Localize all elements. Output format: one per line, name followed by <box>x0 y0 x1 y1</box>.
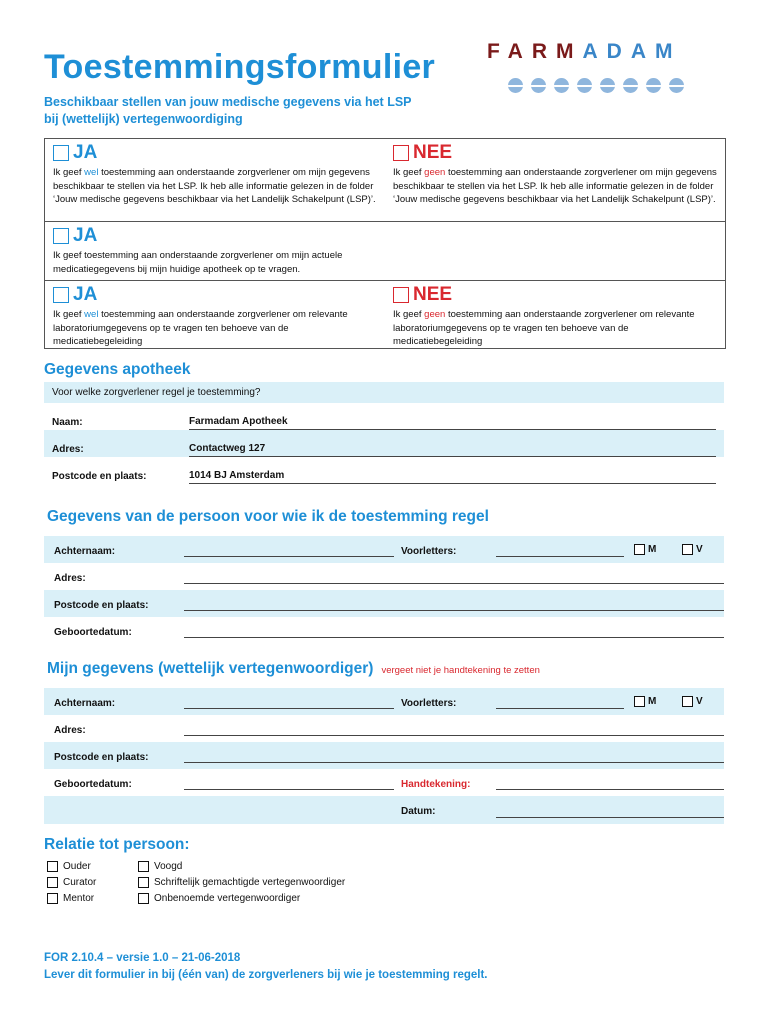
page-title: Toestemmingsformulier <box>44 48 436 86</box>
apotheek-title: Gegevens apotheek <box>44 361 191 378</box>
apotheek-block: Voor welke zorgverlener regel je toestemming? Naam: Farmadam Apotheek Adres: Contactweg 127 Postcode en plaats: 1014 BJ Amsterdam <box>44 382 724 484</box>
nee-checkbox[interactable] <box>393 145 409 161</box>
vert-achternaam-input[interactable] <box>184 708 394 709</box>
persoon-v-checkbox[interactable]: V <box>682 544 703 555</box>
vert-postcode-input[interactable] <box>184 762 724 763</box>
consent-lab-ja: JA Ik geef wel toestemming aan onderstaande zorgverlener om relevante laboratoriumgegevens op te vragen ten behoeve van de medicatiebegeleiding <box>53 284 348 347</box>
adres-field[interactable]: Contactweg 127 <box>189 443 716 457</box>
vertegenwoordiger-form: Achternaam: Voorletters: M V Adres: Postcode en plaats: Geboortedatum: Handtekening: Datum: <box>44 688 724 824</box>
consent-lsp-nee: NEE Ik geef geen toestemming aan onderstaande zorgverlener om mijn gegevens beschikbaar te stellen via het LSP. Ik heb alle informatie gelezen in de folder ‘Jouw medische gegevens beschikbaar via het Landelijk Schakelpunt (LSP)’. <box>393 142 717 205</box>
nee-checkbox[interactable] <box>393 287 409 303</box>
relatie-option[interactable]: Schriftelijk gemachtigde vertegenwoordiger <box>138 874 345 890</box>
persoon-title: Gegevens van de persoon voor wie ik de toestemming regel <box>47 508 489 525</box>
relatie-option[interactable]: Mentor <box>47 890 96 906</box>
consent-lab-nee: NEE Ik geef geen toestemming aan onderstaande zorgverlener om relevante laboratoriumgegevens op te vragen ten behoeve van de medicatiebegeleiding <box>393 284 695 347</box>
vert-geboortedatum-input[interactable] <box>184 789 394 790</box>
persoon-geboortedatum-input[interactable] <box>184 637 724 638</box>
vertegenwoordiger-header <box>47 660 540 678</box>
vert-v-checkbox[interactable]: V <box>682 696 703 707</box>
footer-version: FOR 2.10.4 – versie 1.0 – 21-06-2018 <box>44 952 241 964</box>
datum-input[interactable] <box>496 817 724 818</box>
vertegenwoordiger-title: Mijn gegevens (wettelijk vertegenwoordiger) <box>47 660 374 677</box>
logo-dots <box>508 78 684 93</box>
relatie-option[interactable]: Curator <box>47 874 96 890</box>
ja-checkbox[interactable] <box>53 287 69 303</box>
consent-table <box>44 138 726 349</box>
ja-checkbox[interactable] <box>53 145 69 161</box>
relatie-option[interactable]: Ouder <box>47 858 96 874</box>
vert-adres-input[interactable] <box>184 735 724 736</box>
persoon-voorletters-input[interactable] <box>496 556 624 557</box>
persoon-postcode-input[interactable] <box>184 610 724 611</box>
relatie-option[interactable]: Voogd <box>138 858 345 874</box>
consent-medicatie-ja: JA Ik geef toestemming aan onderstaande zorgverlener om mijn actuele medicatiegegevens bij mijn huidige apotheek op te vragen. <box>53 225 343 275</box>
handtekening-input[interactable] <box>496 789 724 790</box>
relatie-option[interactable]: Onbenoemde vertegenwoordiger <box>138 890 345 906</box>
persoon-form: Achternaam: Voorletters: M V Adres: Postcode en plaats: Geboortedatum: <box>44 536 724 644</box>
persoon-adres-input[interactable] <box>184 583 724 584</box>
apotheek-question: Voor welke zorgverlener regel je toestemming? <box>52 387 261 398</box>
relatie-col1 <box>47 858 96 906</box>
postcode-field[interactable]: 1014 BJ Amsterdam <box>189 470 716 484</box>
footer-instruction: Lever dit formulier in bij (één van) de zorgverleners bij wie je toestemming regelt. <box>44 969 488 981</box>
ja-checkbox[interactable] <box>53 228 69 244</box>
footer <box>44 950 488 984</box>
persoon-m-checkbox[interactable]: M <box>634 544 656 555</box>
farmadam-logo: FARMADAM <box>487 40 682 63</box>
vert-m-checkbox[interactable]: M <box>634 696 656 707</box>
relatie-col2 <box>138 858 345 906</box>
naam-field[interactable]: Farmadam Apotheek <box>189 416 716 430</box>
consent-lsp-ja: JA Ik geef wel toestemming aan onderstaande zorgverlener om mijn gegevens beschikbaar te stellen via het LSP. Ik heb alle informatie gelezen in de folder ‘Jouw medische gegevens beschikbaar via het Landelijk Schakelpunt (LSP)’. <box>53 142 376 205</box>
handtekening-note: vergeet niet je handtekening te zetten <box>381 665 540 676</box>
page-subtitle: Beschikbaar stellen van jouw medische gegevens via het LSP bij (wettelijk) vertegenwoordiging <box>44 95 412 126</box>
relatie-title: Relatie tot persoon: <box>44 836 190 853</box>
vert-voorletters-input[interactable] <box>496 708 624 709</box>
persoon-achternaam-input[interactable] <box>184 556 394 557</box>
